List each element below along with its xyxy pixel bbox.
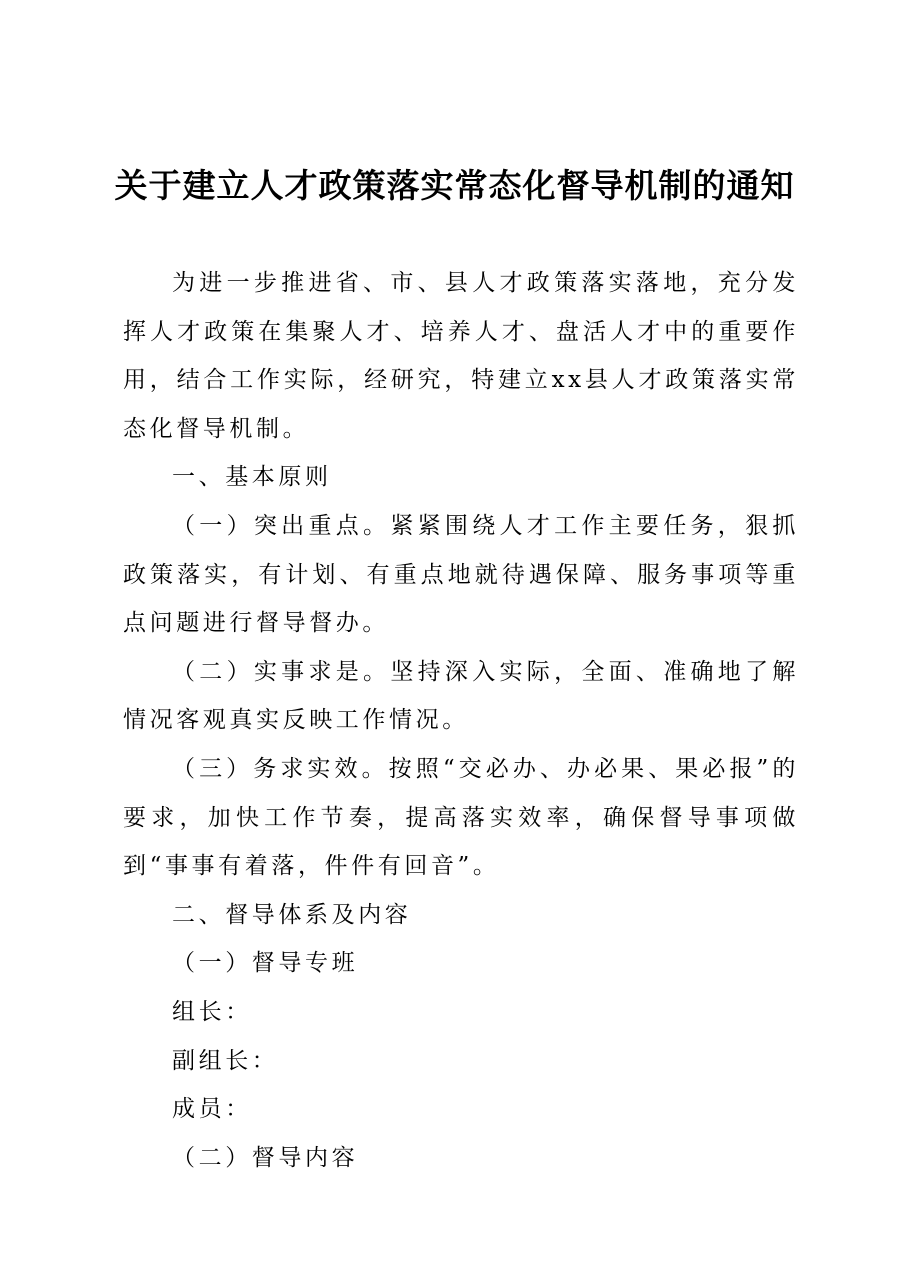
deputy-leader-line: 副组长： [172, 1047, 279, 1074]
section-heading-principles: 一、基本原则 [172, 464, 332, 491]
team-leader-line: 组长： [172, 998, 252, 1025]
principle-paragraph-2: （二）实事求是。坚持深入实际，全面、准确地了解情况客观真实反映工作情况。 [123, 658, 799, 734]
document-title: 关于建立人才政策落实常态化督导机制的通知 [114, 166, 795, 205]
principle-paragraph-3: （三）务求实效。按照“交必办、办必果、果必报”的要求，加快工作节奏，提高落实效率，确保督导事项做到“事事有着落，件件有回音”。 [123, 755, 799, 880]
document-body [123, 259, 799, 1182]
subheading-task-force: （一）督导专班 [172, 950, 359, 977]
intro-paragraph: 为进一步推进省、市、县人才政策落实落地，充分发挥人才政策在集聚人才、培养人才、盘活人才中的重要作用，结合工作实际，经研究，特建立xx县人才政策落实常态化督导机制。 [123, 270, 799, 442]
section-heading-system: 二、督导体系及内容 [172, 901, 412, 928]
members-line: 成员： [172, 1096, 252, 1123]
principle-paragraph-1: （一）突出重点。紧紧围绕人才工作主要任务，狠抓政策落实，有计划、有重点地就待遇保障、服务事项等重点问题进行督导督办。 [123, 512, 799, 637]
subheading-content: （二）督导内容 [172, 1144, 359, 1171]
